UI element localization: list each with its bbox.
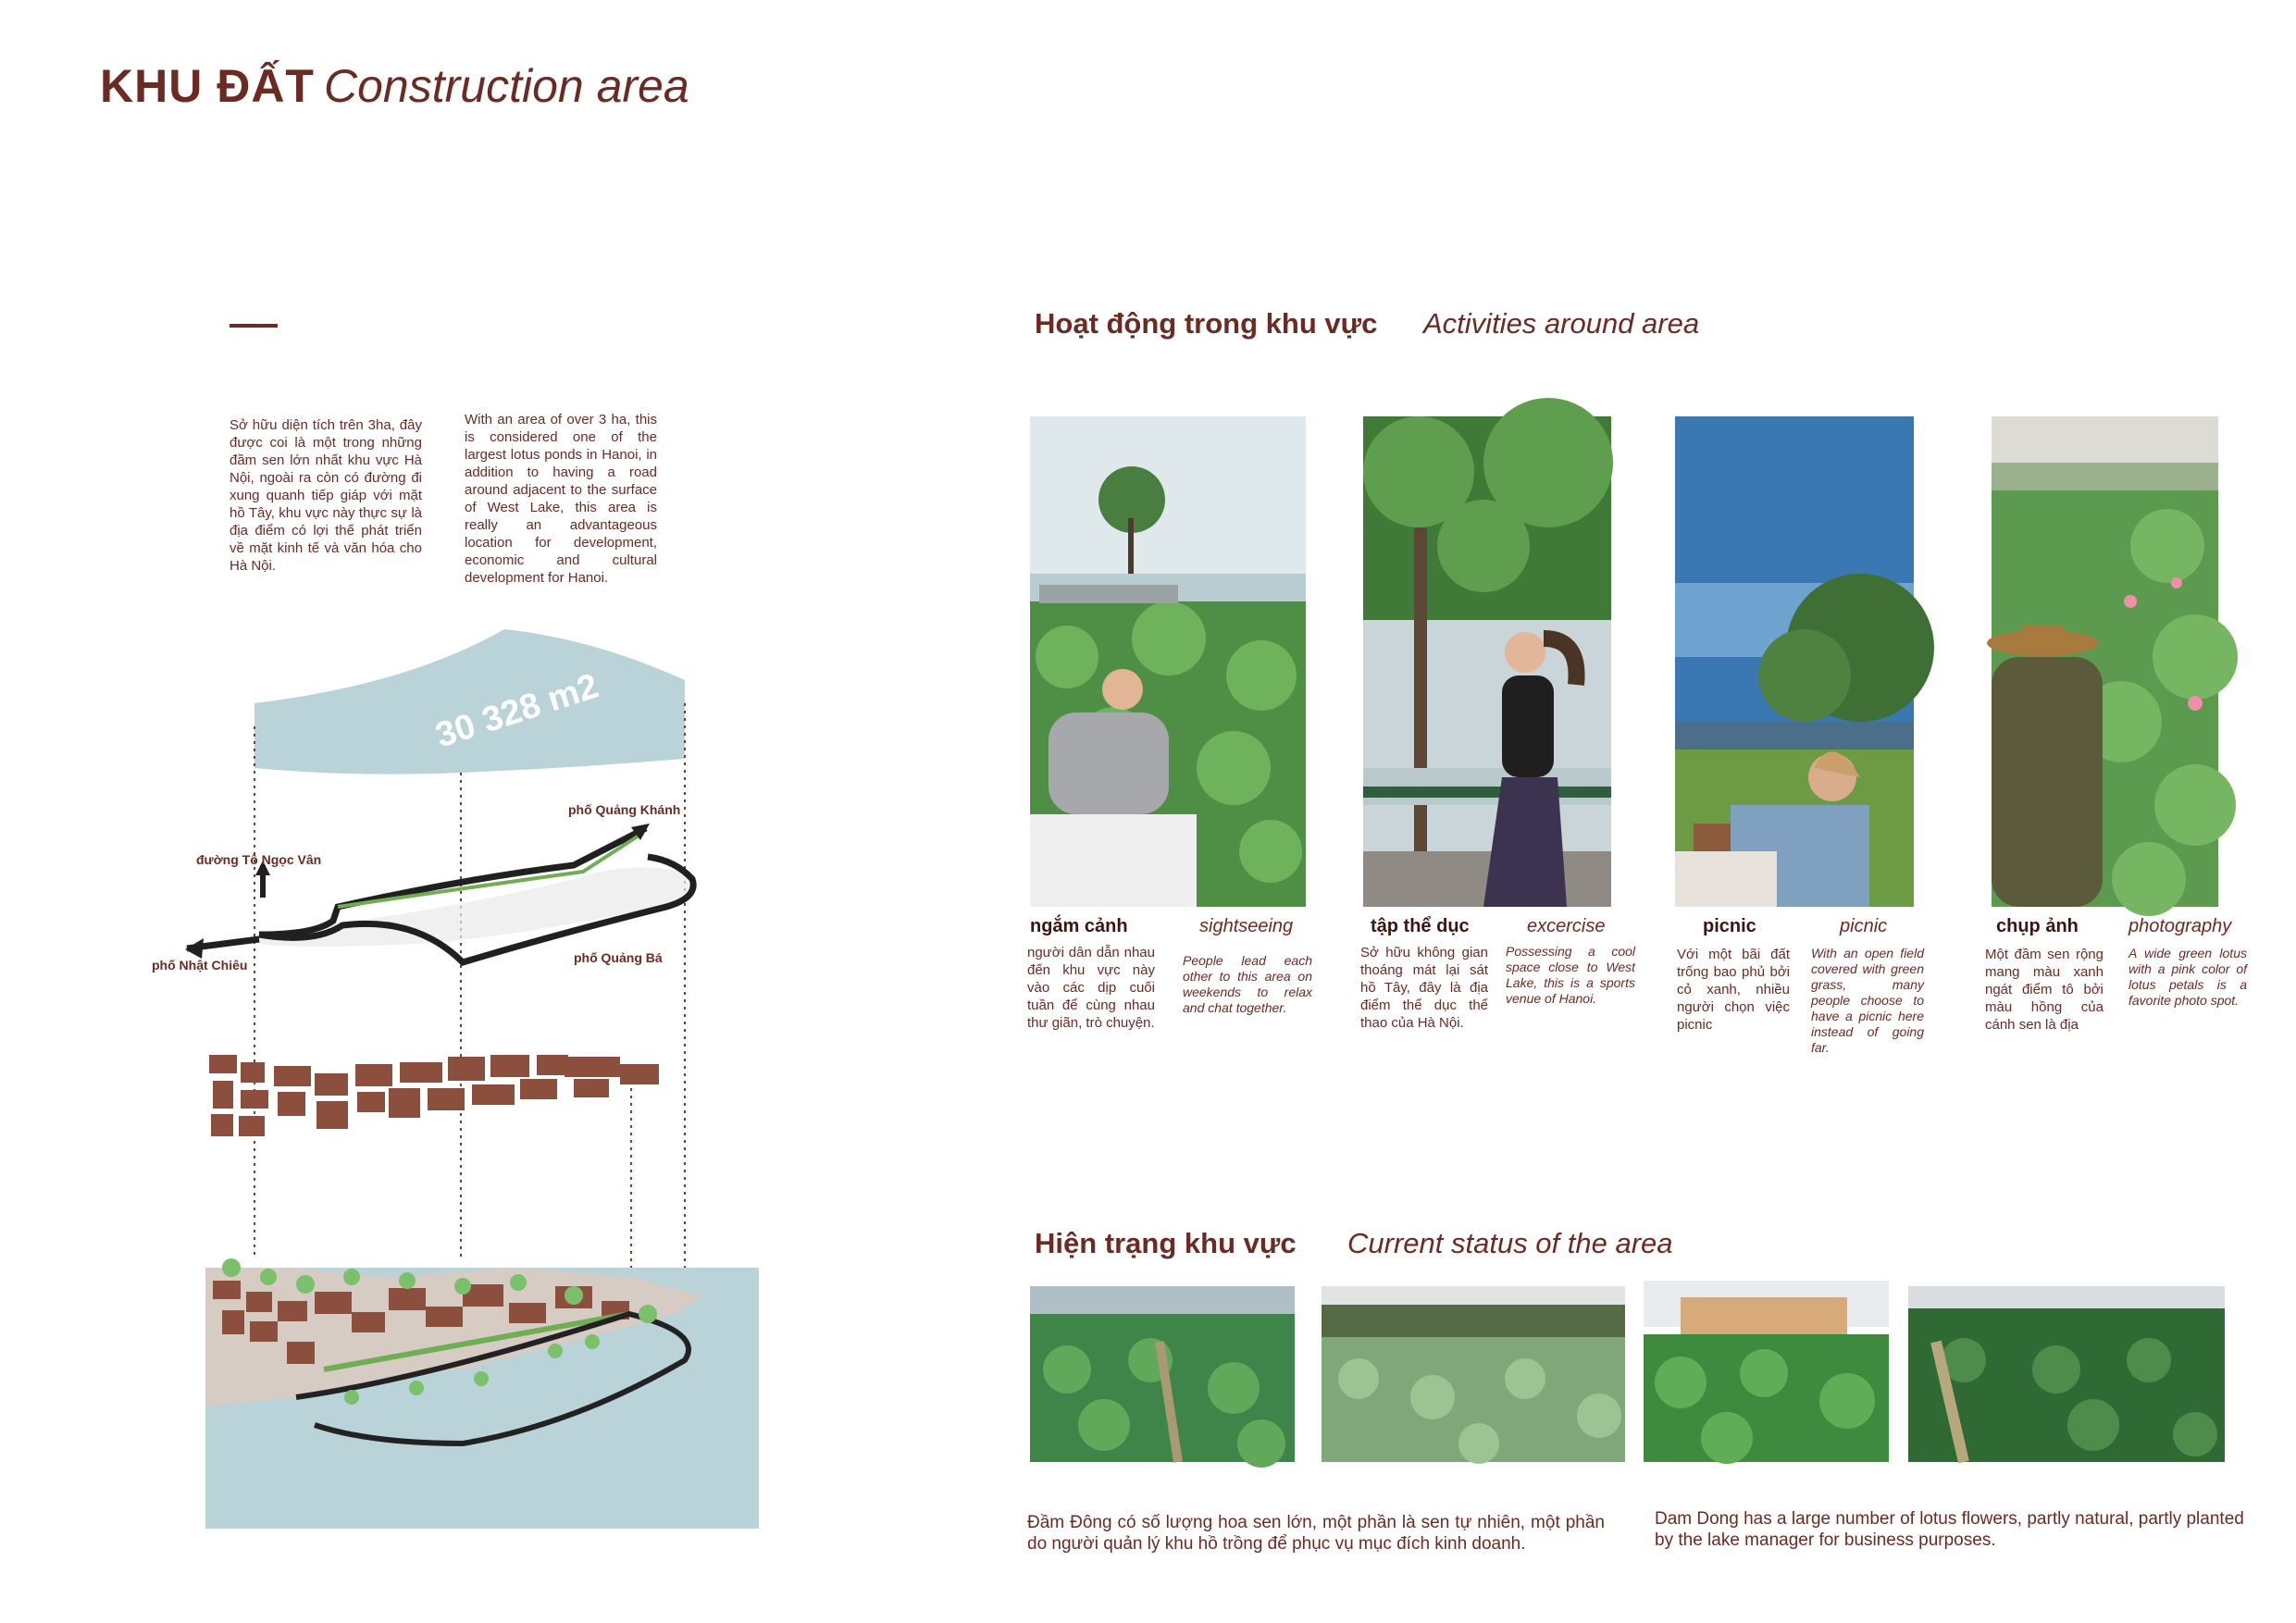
activity-label-en-picnic: picnic — [1840, 916, 1888, 936]
status-title: Hiện trạng khu vực — [1035, 1227, 1297, 1259]
activity-label-en-sightseeing: sightseeing — [1199, 916, 1294, 936]
activity-label-sightseeing: ngắm cảnh — [1030, 916, 1128, 936]
activities-title: Hoạt động trong khu vực — [1035, 307, 1378, 340]
road-network — [185, 824, 693, 962]
street-label-quang-khanh: phố Quảng Khánh — [568, 802, 681, 817]
page-subtitle: Construction area — [324, 60, 689, 112]
buildings-layer — [209, 1055, 659, 1136]
area-label: 30 328 m2 — [430, 666, 603, 756]
status-desc-vi: Đầm Đông có số lượng hoa sen lớn, một phần là sen tự nhiên, một phần do người quản lý khu hồ trồng để phục vụ mục đích kinh doanh. — [1027, 1513, 1605, 1554]
status-subtitle: Current status of the area — [1347, 1227, 1673, 1259]
activity-label-picnic: picnic — [1703, 916, 1756, 936]
activities-subtitle: Activities around area — [1423, 307, 1700, 340]
status-photo-2 — [1322, 1286, 1625, 1462]
activity-photo-sightseeing — [1030, 416, 1306, 907]
activity-photo-picnic — [1675, 416, 1914, 907]
activity-desc-en-exercise: Possessing a cool space close to West Lake, this is a sports venue of Hanoi. — [1506, 944, 1635, 1006]
activity-label-photography: chụp ảnh — [1996, 916, 2079, 936]
activity-label-exercise: tập thể dục — [1371, 916, 1470, 936]
section-dash — [230, 324, 278, 328]
activity-desc-photography: Một đầm sen rộng mang màu xanh ngát điểm tô bởi màu hồng của cánh sen là địa — [1985, 947, 2104, 1033]
street-label-to-ngoc-van: đường Tô Ngọc Vân — [196, 852, 322, 867]
intro-text-en: With an area of over 3 ha, this is considered one of the largest lotus ponds in Hanoi, in addition to having a road around adjacent to the surface of West Lake, this area is really an advantageous location for development, economic and cultural development for Hanoi. — [465, 412, 657, 586]
status-photo-3 — [1644, 1281, 1889, 1462]
activity-photo-photography — [1992, 416, 2218, 907]
intro-text-vi: Sở hữu diện tích trên 3ha, đây được coi là một trong những đầm sen lớn nhất khu vực Hà Nội, ngoài ra còn có đường đi xung quanh tiếp giáp với mặt hồ Tây, khu vực này thực sự là địa điểm có lợi thế phát triển về mặt kinh tế và văn hóa cho Hà Nội. — [230, 417, 422, 574]
activity-desc-picnic: Với một bãi đất trống bao phủ bởi cỏ xanh, nhiều người chọn việc picnic — [1677, 947, 1790, 1033]
status-desc-en: Dam Dong has a large number of lotus flowers, partly natural, partly planted by the lake manager for business purposes. — [1655, 1509, 2244, 1550]
site-area-plane — [254, 629, 685, 774]
activity-photo-exercise — [1363, 416, 1611, 907]
street-label-quang-ba: phố Quảng Bá — [574, 950, 663, 965]
status-photo-1 — [1030, 1286, 1295, 1462]
activity-desc-exercise: Sở hữu không gian thoáng mát lại sát hồ Tây, đây là địa điểm thể dục thể thao của Hà Nội. — [1360, 945, 1488, 1031]
activity-desc-sightseeing: người dân dẫn nhau đến khu vực này vào các dịp cuối tuần để cùng nhau thư giãn, trò chuyện. — [1027, 945, 1155, 1031]
activity-desc-en-sightseeing: People lead each other to this area on weekends to relax and chat together. — [1183, 953, 1312, 1015]
page-title: KHU ĐẤT — [100, 60, 315, 112]
activity-desc-en-picnic: With an open field covered with green grass, many people choose to have a picnic here instead of going far. — [1811, 946, 1924, 1055]
activity-desc-en-photography: A wide green lotus with a pink color of lotus petals is a favorite photo spot. — [2128, 946, 2247, 1008]
street-label-nhat-chieu: phố Nhật Chiêu — [152, 958, 248, 973]
activity-label-en-exercise: excercise — [1527, 916, 1606, 936]
activity-label-en-photography: photography — [2128, 916, 2232, 936]
site-diagram — [152, 629, 777, 1536]
status-photo-4 — [1908, 1286, 2225, 1462]
